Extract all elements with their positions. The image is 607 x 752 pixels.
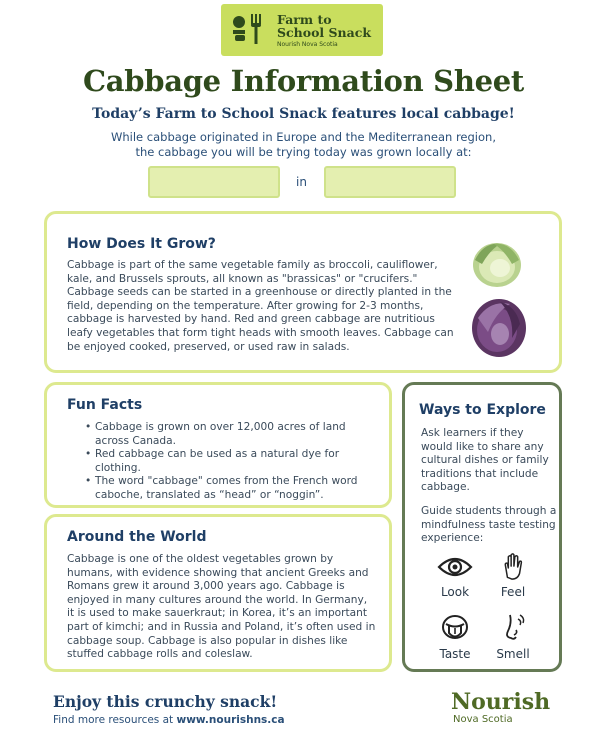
- grow-heading: How Does It Grow?: [67, 236, 216, 252]
- facts-heading: Fun Facts: [67, 397, 143, 413]
- in-label: in: [296, 175, 307, 189]
- page-subtitle: Today’s Farm to School Snack features local cabbage!: [92, 106, 515, 122]
- explore-heading: Ways to Explore: [419, 402, 546, 418]
- red-cabbage-image: [470, 294, 528, 360]
- sense-look: [425, 553, 485, 599]
- sense-smell: [483, 613, 543, 661]
- logo-title-line1: Farm to: [277, 11, 332, 27]
- nourish-subtitle: Nova Scotia: [453, 714, 513, 725]
- nose-icon: [498, 613, 528, 643]
- nourish-nova-scotia-logo: [451, 690, 550, 725]
- logo-title-line2: School Snack: [277, 24, 371, 40]
- intro-line-2: the cabbage you will be trying today was grown locally at:: [135, 145, 472, 159]
- sense-taste: [425, 613, 485, 661]
- grow-body: Cabbage is part of the same vegetable family as broccoli, cauliflower, kale, and Brussels sprouts, all known as "brassicas" or "crucifers." Cabbage seeds can be started in a greenhouse or directly planted in the field, depending on the temperature. After growing for 2-3 months, cabbage is harvested by hand. Red and green cabbage are nutritious leafy vegetables that form tight heads with smooth leaves. Cabbage can be enjoyed cooked, preserved, or used raw in salads.: [67, 259, 454, 353]
- how-does-it-grow-card: [44, 211, 562, 373]
- fact-text: Cabbage is grown on over 12,000 acres of land across Canada.: [95, 421, 346, 447]
- sense-label-look: Look: [440, 585, 470, 599]
- intro-line-1: While cabbage originated in Europe and the Mediterranean region,: [111, 130, 496, 144]
- explore-paragraph-1: Ask learners if they would like to share any cultural dishes or family traditions that include cabbage.: [421, 427, 549, 494]
- bullet-icon: •: [85, 421, 92, 433]
- sense-feel: [483, 553, 543, 599]
- ways-to-explore-card: [402, 382, 562, 672]
- intro-text: [100, 130, 507, 160]
- sense-label-feel: Feel: [500, 585, 526, 599]
- location-field[interactable]: [324, 166, 456, 198]
- logo-subtitle: Nourish Nova Scotia: [277, 40, 338, 48]
- explore-paragraph-2: Guide students through a mindfulness taste testing experience:: [421, 505, 557, 545]
- footer-link-prefix: Find more resources at: [53, 714, 177, 726]
- website-link[interactable]: www.nourishns.ca: [176, 714, 285, 726]
- farm-tools-icon: [227, 8, 271, 52]
- footer-resources: [53, 714, 285, 726]
- eye-icon: [437, 553, 473, 581]
- farm-name-field[interactable]: [148, 166, 280, 198]
- footer-title: Enjoy this crunchy snack!: [53, 692, 278, 711]
- list-item: [85, 421, 375, 448]
- tongue-icon: [440, 613, 470, 643]
- fact-text: The word "cabbage" comes from the French word caboche, translated as “head” or “noggin”.: [95, 475, 358, 501]
- facts-list: [85, 421, 375, 503]
- nourish-wordmark: Nourish: [451, 689, 551, 715]
- bullet-icon: •: [85, 475, 92, 488]
- world-body: Cabbage is one of the oldest vegetables grown by humans, with evidence showing that ancient Greeks and Romans grew it around 3,000 years ago. Cabbage is enjoyed in many cultures around the world. In Germany, it is used to make sauerkraut; in Korea, it’s an important part of kimchi; and in Russia and Poland, it’s often used in cabbage soup. Cabbage is also popular in dishes like stuffed cabbage rolls and coleslaw.: [67, 553, 376, 661]
- list-item: [85, 448, 375, 475]
- list-item: [85, 475, 375, 502]
- page-title: Cabbage Information Sheet: [82, 64, 525, 98]
- hand-icon: [498, 553, 528, 581]
- bullet-icon: •: [85, 448, 92, 461]
- fact-text: Red cabbage can be used as a natural dye for clothing.: [95, 448, 340, 474]
- green-cabbage-image: [470, 234, 524, 290]
- around-the-world-card: [44, 514, 392, 672]
- world-heading: Around the World: [67, 529, 207, 545]
- sense-label-smell: Smell: [496, 647, 530, 661]
- sense-label-taste: Taste: [439, 647, 471, 661]
- farm-to-school-logo: [221, 4, 383, 56]
- fun-facts-card: [44, 382, 392, 508]
